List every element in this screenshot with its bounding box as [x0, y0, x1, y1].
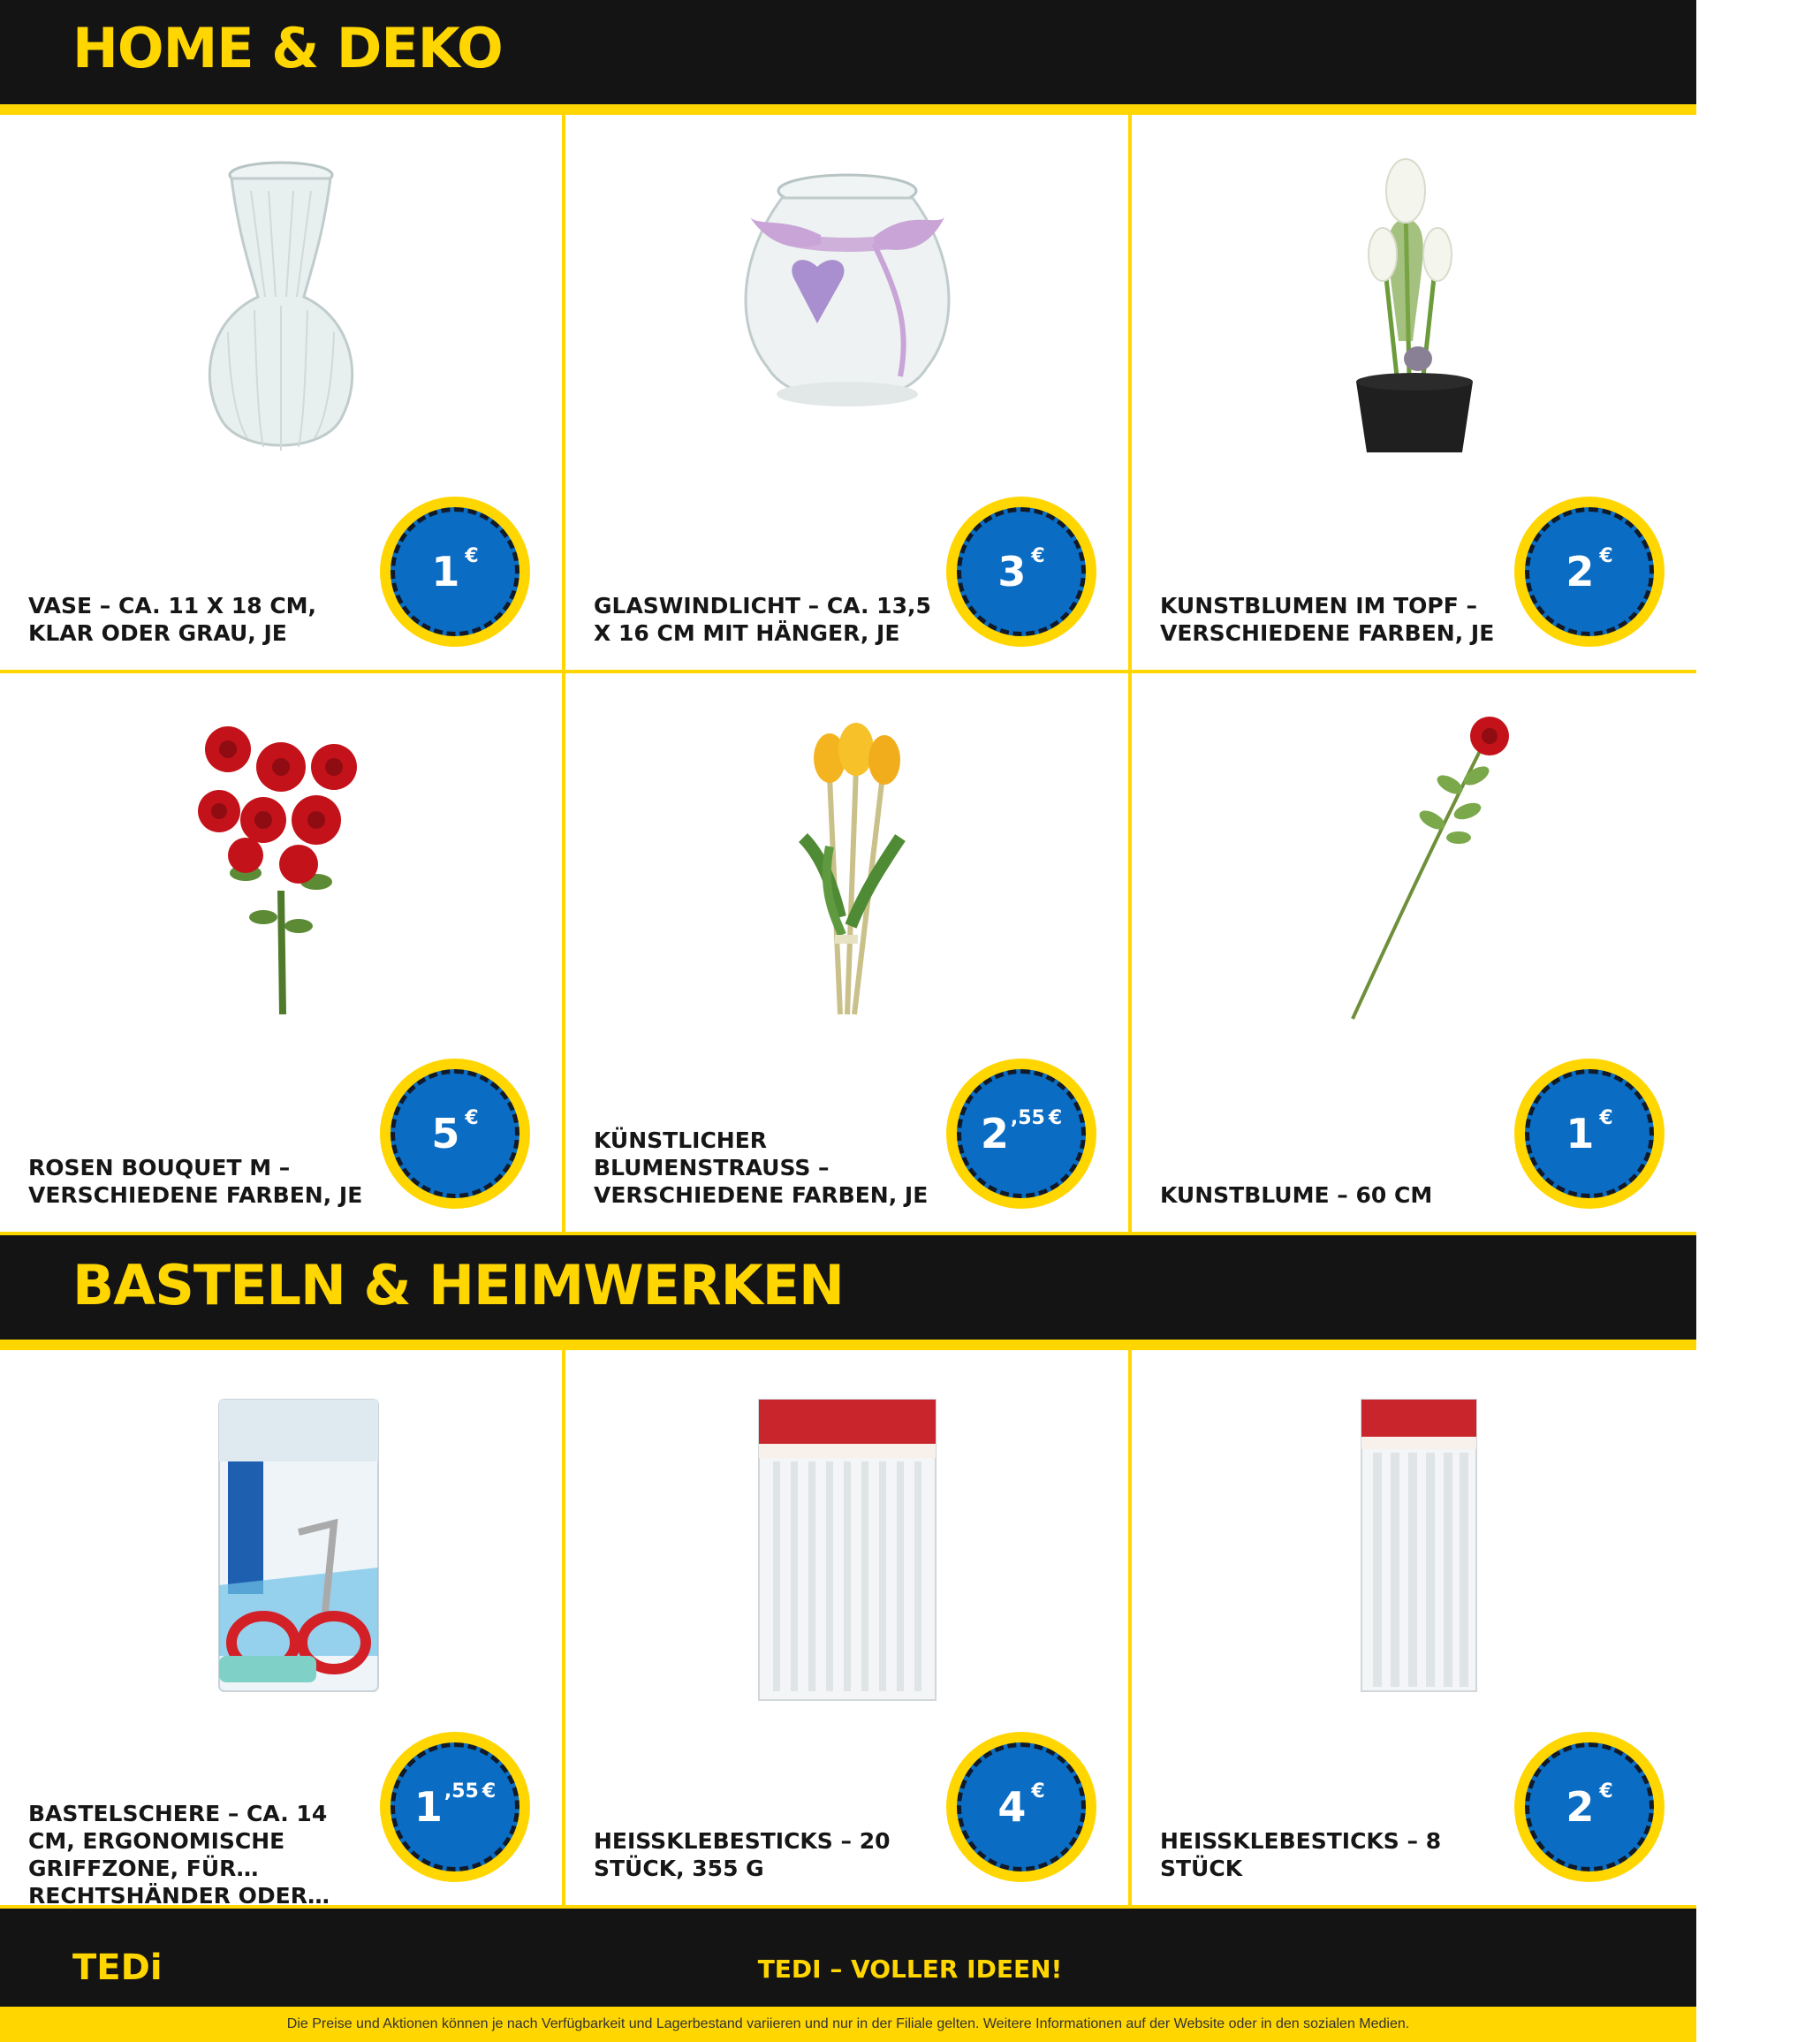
- currency-symbol: €: [482, 1780, 497, 1803]
- price-main: 1: [431, 548, 460, 596]
- currency-symbol: €: [1599, 545, 1613, 567]
- brand-slogan: TEDI – VOLLER IDEEN!: [757, 1955, 1063, 1984]
- product-card[interactable]: [565, 1350, 1132, 1909]
- footer: [0, 1909, 1696, 2042]
- price-badge: [380, 497, 530, 647]
- price-cents: ,55: [1010, 1107, 1045, 1129]
- product-title: KÜNSTLICHER BLUMENSTRAUSS – VERSCHIEDENE FARBEN, JE: [594, 1127, 929, 1208]
- product-card[interactable]: [565, 115, 1132, 673]
- price-badge: [1514, 497, 1665, 647]
- price-main: 4: [997, 1783, 1027, 1831]
- section-title: HOME & DEKO: [72, 16, 503, 80]
- tulip-bouquet-image: [732, 714, 962, 1023]
- section-banner-basteln-heimwerken: [0, 1235, 1696, 1350]
- product-title: KUNSTBLUMEN IM TOPF – VERSCHIEDENE FARBEN, JE: [1160, 593, 1495, 646]
- product-title: HEISSKLEBESTICKS – 8 STÜCK: [1160, 1828, 1442, 1881]
- price-badge: [380, 1732, 530, 1882]
- product-title: GLASWINDLICHT – CA. 13,5 X 16 CM MIT HÄNGER, JE: [594, 593, 931, 646]
- brand-logo[interactable]: TEDi: [72, 1947, 163, 1988]
- section-banner-home-deko: [0, 0, 1696, 115]
- price-badge: [946, 1059, 1096, 1209]
- currency-symbol: €: [1048, 1107, 1063, 1129]
- price-main: 2: [1566, 1783, 1595, 1831]
- single-rose-image: [1300, 714, 1529, 1023]
- currency-symbol: €: [465, 545, 479, 567]
- price-main: 3: [997, 548, 1027, 596]
- product-title: BASTELSCHERE – CA. 14 CM, ERGONOMISCHE GRIFFZONE, FÜR RECHTSHÄNDER ODER…: [28, 1801, 330, 1909]
- potted-tulips-image: [1300, 156, 1529, 465]
- currency-symbol: €: [1031, 545, 1045, 567]
- product-title: ROSEN BOUQUET M – VERSCHIEDENE FARBEN, JE: [28, 1155, 363, 1208]
- price-main: 5: [431, 1110, 460, 1158]
- price-main: 1: [413, 1783, 443, 1831]
- product-card[interactable]: [0, 1350, 565, 1909]
- product-card[interactable]: [1132, 1350, 1696, 1909]
- price-badge: [1514, 1732, 1665, 1882]
- product-card[interactable]: [565, 673, 1132, 1235]
- currency-symbol: €: [1031, 1780, 1045, 1803]
- currency-symbol: €: [465, 1107, 479, 1129]
- product-card[interactable]: [1132, 115, 1696, 673]
- glue-sticks-pack-image: [1300, 1391, 1529, 1700]
- price-badge: [946, 1732, 1096, 1882]
- price-cents: ,55: [444, 1780, 479, 1803]
- product-title: VASE – CA. 11 X 18 CM, KLAR ODER GRAU, JE: [28, 593, 317, 646]
- price-main: 1: [1566, 1110, 1595, 1158]
- product-grid-craft: [0, 1350, 1696, 1909]
- craft-scissors-image: [166, 1391, 396, 1700]
- currency-symbol: €: [1599, 1107, 1613, 1129]
- glue-sticks-pack-image: [732, 1391, 962, 1700]
- product-card[interactable]: [0, 115, 565, 673]
- glass-lantern-image: [697, 156, 997, 465]
- product-card[interactable]: [0, 673, 565, 1235]
- price-badge: [380, 1059, 530, 1209]
- currency-symbol: €: [1599, 1780, 1613, 1803]
- disclaimer-text: Die Preise und Aktionen können je nach Verfügbarkeit und Lagerbestand variieren und nur in der Filiale gelten. Weitere Informationen auf der Website oder in den sozialen Medien.: [286, 2016, 1410, 2031]
- disclaimer-bar: [0, 2007, 1696, 2042]
- product-title: KUNSTBLUME – 60 CM: [1160, 1182, 1433, 1208]
- rose-bouquet-image: [166, 714, 396, 1023]
- price-badge: [1514, 1059, 1665, 1209]
- product-title: HEISSKLEBESTICKS – 20 STÜCK, 355 G: [594, 1828, 891, 1881]
- price-main: 2: [980, 1110, 1009, 1158]
- product-grid-home: [0, 115, 1696, 1235]
- glass-vase-image: [166, 156, 396, 465]
- price-main: 2: [1566, 548, 1595, 596]
- product-card[interactable]: [1132, 673, 1696, 1235]
- section-title: BASTELN & HEIMWERKEN: [72, 1253, 844, 1317]
- price-badge: [946, 497, 1096, 647]
